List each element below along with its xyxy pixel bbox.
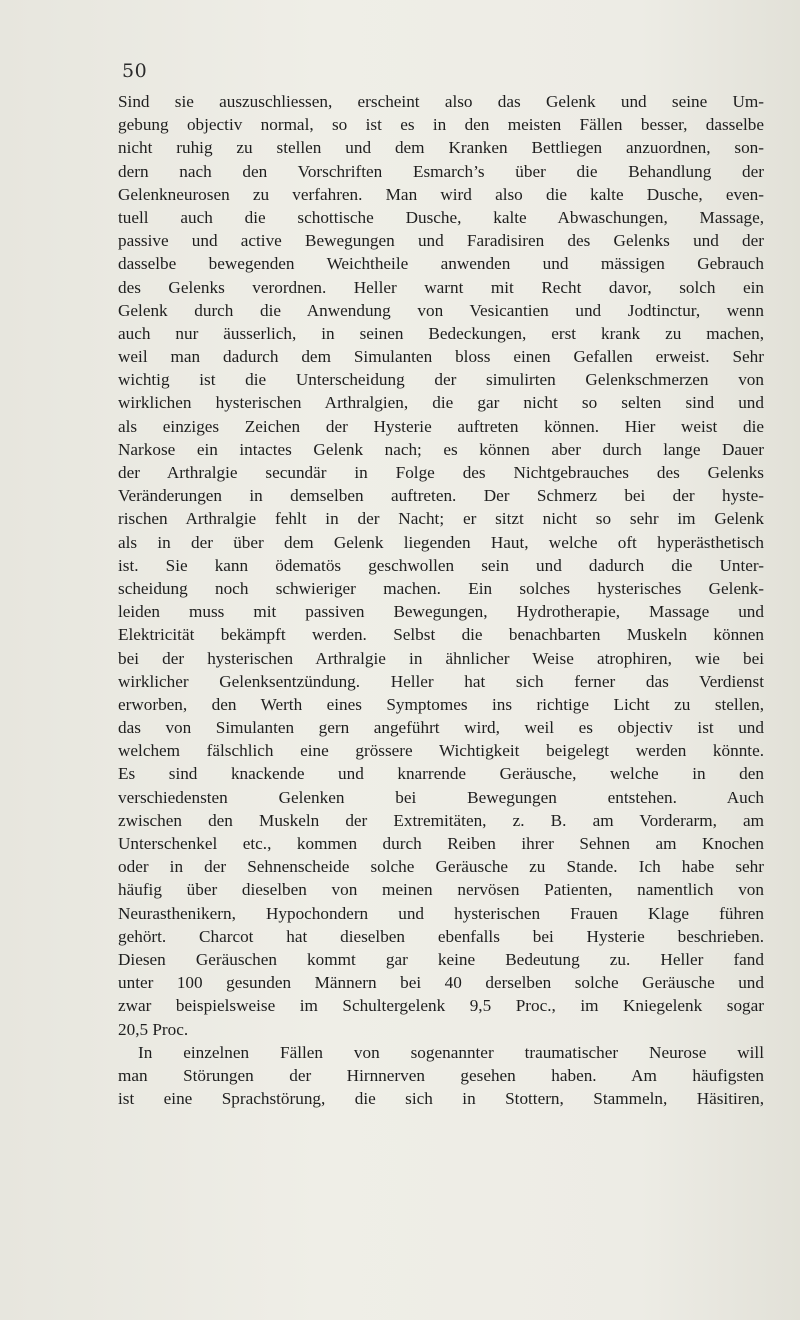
text-line: zwar beispielsweise im Schultergelenk 9,5 Proc., im Kniegelenk sogar — [118, 996, 764, 1016]
text-line: zwischen den Muskeln der Extremitäten, z. B. am Vorderarm, am — [118, 810, 764, 830]
text-line: des Gelenks verordnen. Heller warnt mit Recht davor, solch ein — [118, 277, 764, 297]
text-line: Diesen Geräuschen kommt gar keine Bedeutung zu. Heller fand — [118, 949, 764, 969]
text-line: wichtig ist die Unterscheidung der simulirten Gelenkschmerzen von — [118, 370, 764, 390]
text-line: Sind sie auszuschliessen, erscheint also das Gelenk und seine Um- — [118, 92, 764, 111]
text-line: gebung objectiv normal, so ist es in den meisten Fällen besser, dasselbe — [118, 115, 764, 135]
text-line: Elektricität bekämpft werden. Selbst die benachbarten Muskeln können — [118, 625, 764, 645]
text-line: als einziges Zeichen der Hysterie auftreten können. Hier weist die — [118, 416, 764, 436]
text-line: Es sind knackende und knarrende Geräusche, welche in den — [118, 764, 764, 784]
text-line: Veränderungen in demselben auftreten. Der Schmerz bei der hyste- — [118, 486, 764, 506]
body-text — [118, 90, 764, 1110]
text-line: passive und active Bewegungen und Faradisiren des Gelenks und der — [118, 231, 764, 251]
text-line: häufig über dieselben von meinen nervösen Patienten, namentlich von — [118, 880, 764, 900]
text-line: welchem fälschlich eine grössere Wichtigkeit beigelegt werden könnte. — [118, 741, 764, 761]
text-line: oder in der Sehnenscheide solche Geräusche zu Stande. Ich habe sehr — [118, 857, 764, 877]
text-line: dern nach den Vorschriften Esmarch’s über die Behandlung der — [118, 161, 764, 181]
text-line: ist. Sie kann ödematös geschwollen sein und dadurch die Unter- — [118, 555, 764, 575]
text-line: rischen Arthralgie fehlt in der Nacht; er sitzt nicht so sehr im Gelenk — [118, 509, 764, 529]
text-line: In einzelnen Fällen von sogenannter traumatischer Neurose will — [138, 1042, 764, 1062]
text-line: weil man dadurch dem Simulanten bloss einen Gefallen erweist. Sehr — [118, 347, 764, 367]
text-line: gehört. Charcot hat dieselben ebenfalls bei Hysterie beschrieben. — [118, 926, 764, 946]
text-line: verschiedensten Gelenken bei Bewegungen entstehen. Auch — [118, 787, 764, 807]
page-number: 50 — [122, 60, 148, 82]
text-line: der Arthralgie secundär in Folge des Nichtgebrauches des Gelenks — [118, 463, 764, 482]
text-line: auch nur äusserlich, in seinen Bedeckungen, erst krank zu machen, — [118, 323, 764, 343]
text-line: als in der über dem Gelenk liegenden Haut, welche oft hyperästhetisch — [118, 532, 764, 552]
text-line: wirklichen hysterischen Arthralgien, die gar nicht so selten sind und — [118, 393, 764, 413]
text-line: man Störungen der Hirnnerven gesehen haben. Am häufigsten — [118, 1065, 764, 1085]
text-line: Gelenkneurosen zu verfahren. Man wird also die kalte Dusche, even- — [118, 184, 764, 204]
text-line: scheidung noch schwieriger machen. Ein solches hysterisches Gelenk- — [118, 578, 764, 598]
text-line: Neurasthenikern, Hypochondern und hysterischen Frauen Klage führen — [118, 903, 764, 923]
text-line: wirklicher Gelenksentzündung. Heller hat sich ferner das Verdienst — [118, 671, 764, 691]
text-line: tuell auch die schottische Dusche, kalte Abwaschungen, Massage, — [118, 207, 764, 227]
text-line: Gelenk durch die Anwendung von Vesicantien und Jodtinctur, wenn — [118, 300, 764, 320]
text-line: dasselbe bewegenden Weichtheile anwenden und mässigen Gebrauch — [118, 254, 764, 274]
text-line: Narkose ein intactes Gelenk nach; es können aber durch lange Dauer — [118, 439, 764, 459]
text-line: nicht ruhig zu stellen und dem Kranken Bettliegen anzuordnen, son- — [118, 138, 764, 158]
text-line: Unterschenkel etc., kommen durch Reiben ihrer Sehnen am Knochen — [118, 834, 764, 853]
text-line: das von Simulanten gern angeführt wird, weil es objectiv ist und — [118, 718, 764, 738]
text-line: leiden muss mit passiven Bewegungen, Hydrotherapie, Massage und — [118, 602, 764, 622]
text-line: 20,5 Proc. — [118, 1019, 189, 1039]
text-line: unter 100 gesunden Männern bei 40 derselben solche Geräusche und — [118, 973, 764, 993]
text-line: ist eine Sprachstörung, die sich in Stottern, Stammeln, Häsitiren, — [118, 1089, 764, 1109]
text-line: bei der hysterischen Arthralgie in ähnlicher Weise atrophiren, wie bei — [118, 648, 764, 668]
text-line: erworben, den Werth eines Symptomes ins richtige Licht zu stellen, — [118, 694, 764, 714]
